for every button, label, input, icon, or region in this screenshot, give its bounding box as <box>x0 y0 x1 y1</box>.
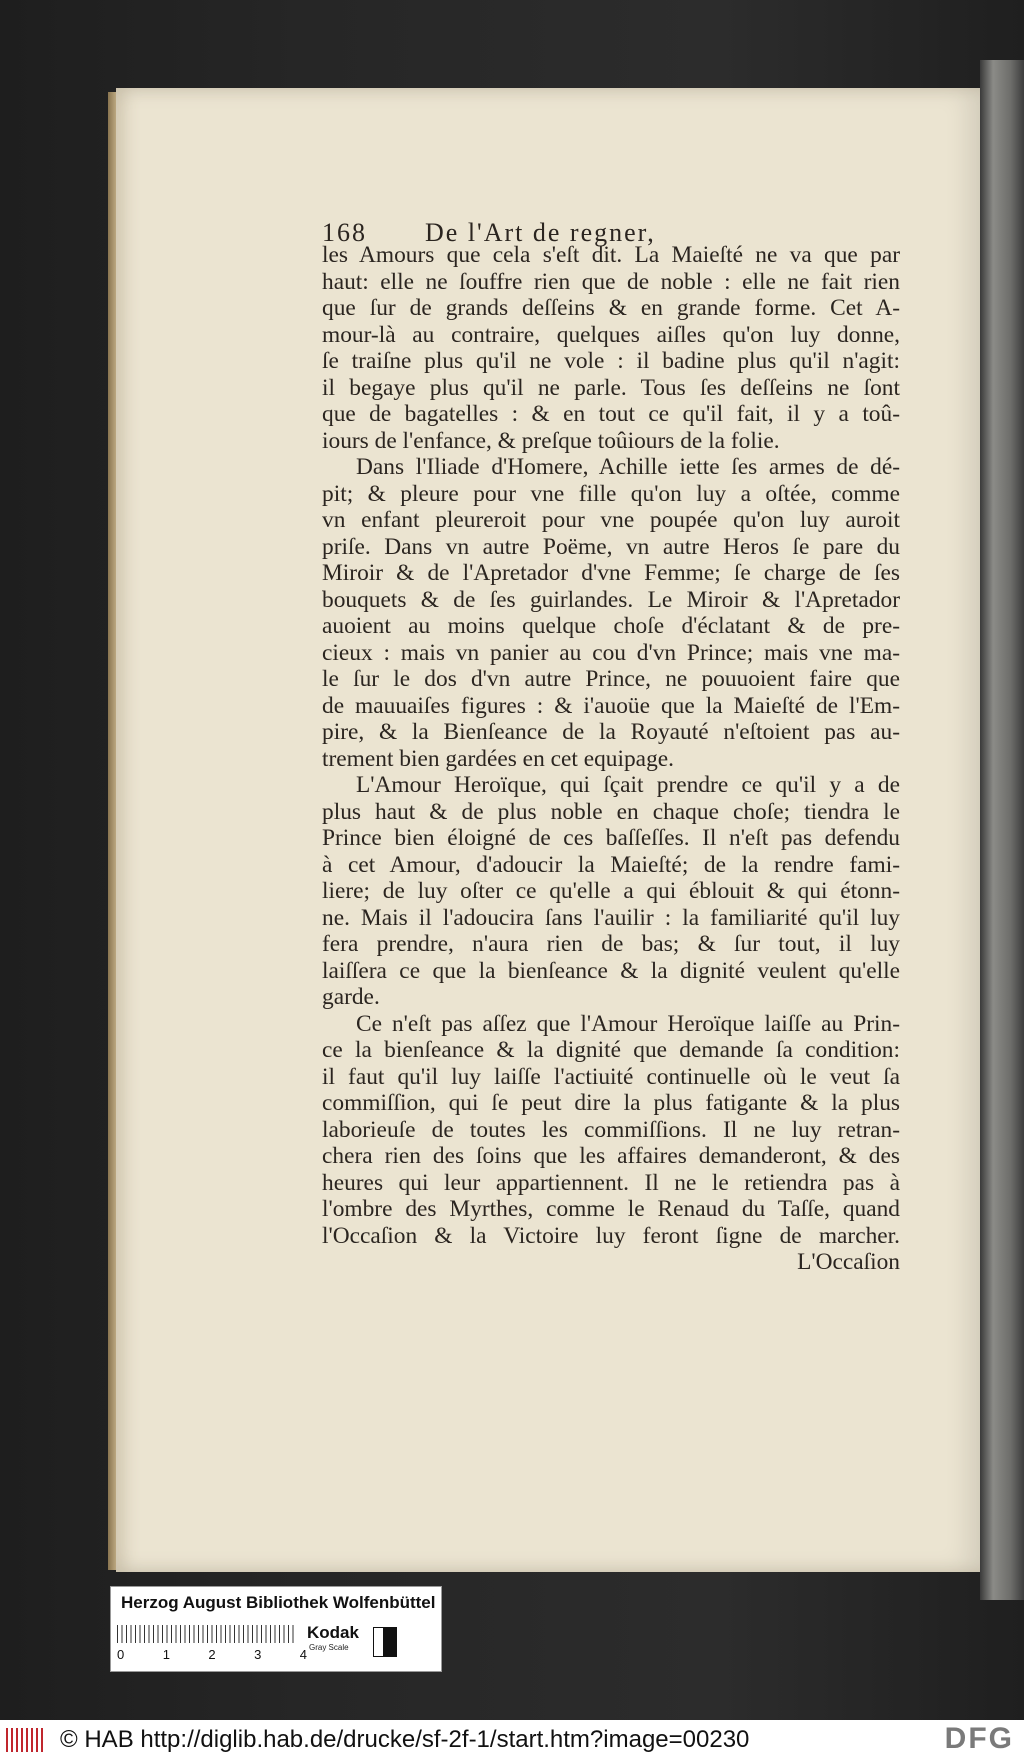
text-line: bouquets & de ſes guirlandes. Le Miroir & l'Apretador <box>322 586 900 613</box>
text-line: plus haut & de plus noble en chaque choſe; tiendra le <box>322 798 900 825</box>
text-line: Ce n'eſt pas aſſez que l'Amour Heroïque laiſſe au Prin- <box>356 1010 900 1037</box>
footer-bar <box>0 1720 1024 1759</box>
text-line: liere; de luy oſter ce qu'elle a qui éblouit & qui étonn- <box>322 878 900 904</box>
text-line: laiſſera ce que la bienſeance & la dignité veulent qu'elle <box>322 957 900 984</box>
text-line: Prince bien éloigné de ces baſſeſſes. Il n'eſt pas defendu <box>322 825 900 851</box>
ruler-number: 2 <box>208 1647 216 1662</box>
text-line: iours de l'enfance, & preſque toûiours de la folie. <box>322 427 780 454</box>
running-title: De l'Art de regner, <box>425 218 656 247</box>
page-text <box>322 218 900 1276</box>
text-line: l'Occaſion & la Victoire luy feront ſigne de marcher. <box>322 1222 900 1249</box>
ruler-number: 3 <box>254 1647 262 1662</box>
text-line: L'Amour Heroïque, qui ſçait prendre ce qu'il y a de <box>356 772 900 798</box>
text-line: commiſſion, qui ſe peut dire la plus fatigante & la plus <box>322 1090 900 1116</box>
text-line: pit; & pleure pour vne fille qu'on luy a oſtée, comme <box>322 480 900 507</box>
institution-label: Herzog August Bibliothek Wolfenbüttel <box>121 1593 436 1612</box>
text-line: ne. Mais il l'adoucira ſans l'auilir : la familiarité qu'il luy <box>322 904 900 931</box>
text-line: il begaye plus qu'il ne parle. Tous ſes deſſeins ne ſont <box>322 374 900 401</box>
text-line: heures qui leur appartiennent. Il ne le retiendra pas à <box>322 1169 900 1196</box>
text-line: de mauuaiſes figures : & i'auoüe que la Maieſté de l'Em- <box>322 692 900 719</box>
text-line: mour-là au contraire, quelques aiſles qu'on luy donne, <box>322 321 900 348</box>
text-line: les Amours que cela s'eſt dit. La Maieſté ne va que par <box>322 242 900 268</box>
text-line: cieux : mais vn panier au cou d'vn Prince; mais vne ma- <box>322 639 900 666</box>
ruler-ticks <box>117 1625 297 1643</box>
catchword: L'Occaſion <box>797 1249 900 1275</box>
text-line: le ſur le dos d'vn autre Prince, ne pouuoient faire que <box>322 666 900 692</box>
kodak-brand: Kodak <box>307 1623 359 1642</box>
source-credit-link[interactable]: © HAB http://diglib.hab.de/drucke/sf-2f-1/start.htm?image=00230 <box>60 1726 750 1753</box>
hab-logo-icon <box>6 1728 46 1752</box>
text-line: garde. <box>322 984 380 1010</box>
text-line: ce la bienſeance & la dignité que demande ſa condition: <box>322 1037 900 1063</box>
text-line: priſe. Dans vn autre Poëme, vn autre Heros ſe pare du <box>322 533 900 560</box>
gray-scale-label: Gray Scale <box>309 1643 349 1652</box>
adjacent-page-edge <box>980 60 1024 1600</box>
text-line: ſe traiſne plus qu'il ne vole : il badine plus qu'il n'agit: <box>322 348 900 374</box>
text-line: que de bagatelles : & en tout ce qu'il fait, il y a toû- <box>322 401 900 427</box>
text-line: l'ombre des Myrthes, comme le Renaud du Taſſe, quand <box>322 1196 900 1222</box>
text-line: trement bien gardées en cet equipage. <box>322 745 674 772</box>
ruler-number: 1 <box>162 1647 170 1662</box>
ruler-number: 0 <box>117 1647 125 1662</box>
text-line: Dans l'Iliade d'Homere, Achille iette ſes armes de dé- <box>356 454 900 480</box>
color-card <box>110 1586 442 1672</box>
text-line: fera prendre, n'aura rien de bas; & ſur tout, il luy <box>322 931 900 957</box>
text-line: que ſur de grands deſſeins & en grande forme. Cet A- <box>322 295 900 321</box>
text-line: haut: elle ne ſouffre rien que de noble : elle ne fait rien <box>322 268 900 295</box>
text-line: chera rien des ſoins que les affaires demanderont, & des <box>322 1143 900 1169</box>
gray-swatch <box>373 1627 397 1657</box>
text-line: auoient au moins quelque choſe d'éclatant & de pre- <box>322 613 900 639</box>
page-number: 168 <box>322 218 367 247</box>
text-line: à cet Amour, d'adoucir la Maieſté; de la rendre fami- <box>322 851 900 878</box>
dfg-logo: DFG <box>944 1722 1014 1755</box>
text-line: pire, & la Bienſeance de la Royauté n'eſtoient pas au- <box>322 719 900 745</box>
text-line: vn enfant pleureroit pour vne poupée qu'on luy auroit <box>322 507 900 533</box>
text-line: Miroir & de l'Apretador d'vne Femme; ſe charge de ſes <box>322 560 900 586</box>
ruler-number: 4 <box>299 1647 307 1662</box>
ruler-numbers <box>117 1647 307 1662</box>
text-line: il faut qu'il luy laiſſe l'actiuité continuelle où le veut ſa <box>322 1063 900 1090</box>
text-line: laborieuſe de toutes les commiſſions. Il ne luy retran- <box>322 1116 900 1143</box>
